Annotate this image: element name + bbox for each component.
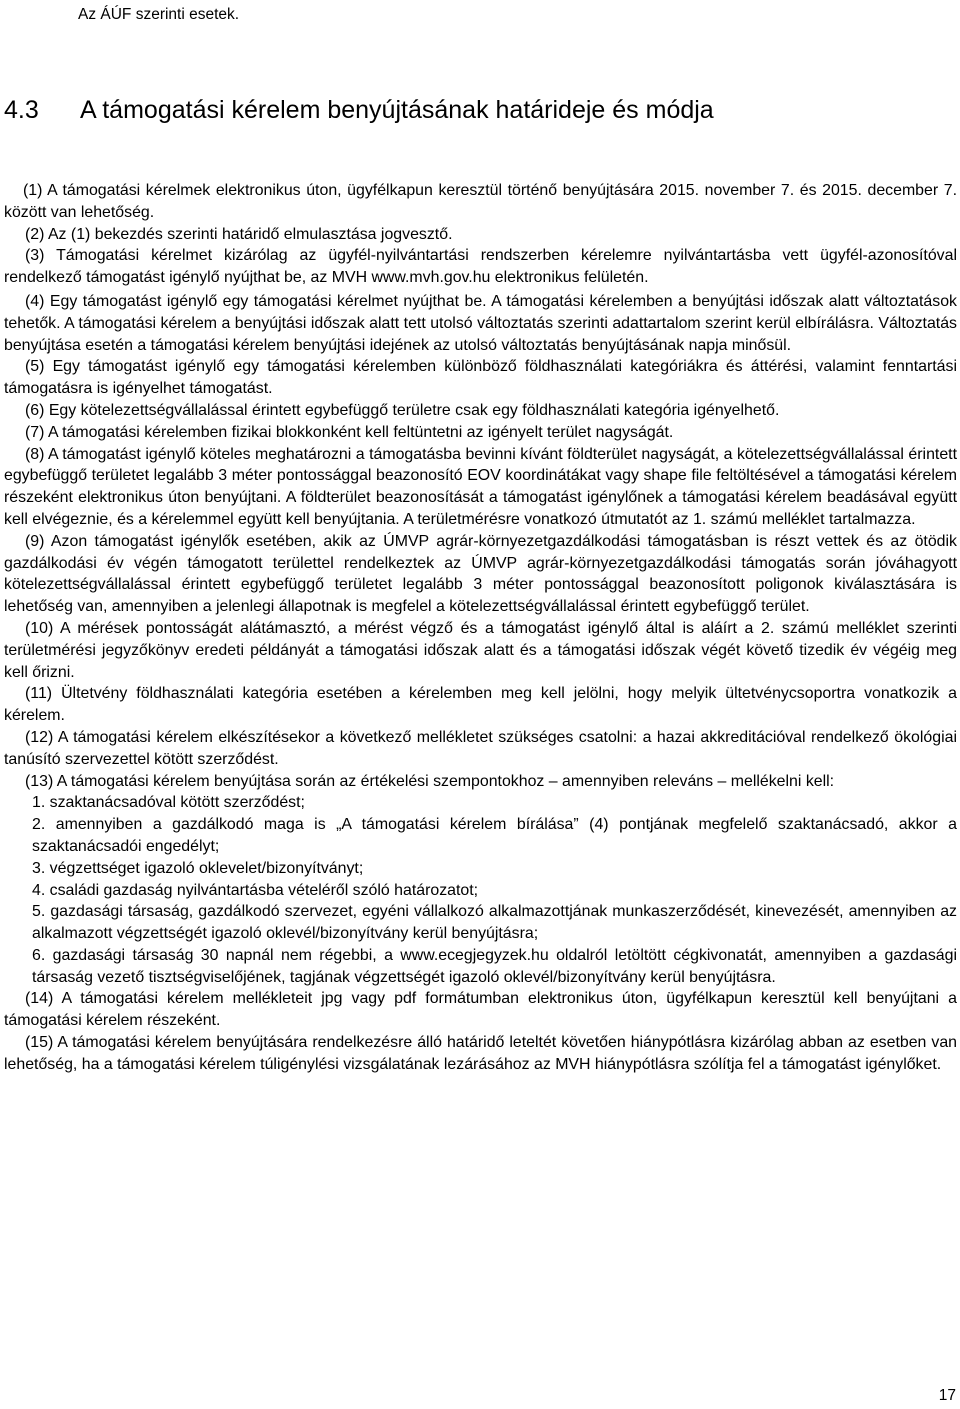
paragraph-10: (10) A mérések pontosságát alátámasztó, a mérést végző és a támogatást igénylő által is aláírt a 2. számú melléklet szerinti területmérési jegyzőkönyv eredeti példányát a támogatási időszak alatt és a támogatási időszak végét követő tizedik év végéig meg kell őrizni. — [4, 619, 957, 681]
paragraph-5: (5) Egy támogatást igénylő egy támogatási kérelemben különböző földhasználati kategóriákra és áttérési, valamint fenntartási támogatásra is igényelhet támogatást. — [4, 358, 957, 398]
running-header: Az ÁÚF szerinti esetek. — [78, 6, 240, 23]
paragraph-13: (13) A támogatási kérelem benyújtása során az értékelési szempontokhoz – amennyiben releváns – mellékelni kell: — [25, 772, 835, 790]
paragraph-11: (11) Ültetvény földhasználati kategória esetében a kérelemben meg kell jelölni, hogy melyik ültetvénycsoportra vonatkozik a kérelem. — [4, 685, 957, 725]
paragraph-2: (2) Az (1) bekezdés szerinti határidő elmulasztása jogvesztő. — [25, 225, 453, 243]
page-number: 17 — [938, 1387, 956, 1404]
list-item: 5. gazdasági társaság, gazdálkodó szervezet, egyéni vállalkozó alkalmazottjának munkaszerződését, kinevezését, amennyiben az alkalmazott végzettségét igazoló oklevél/bizonyítvány kerül benyújtásra; — [32, 903, 957, 943]
paragraph-1: (1) A támogatási kérelmek elektronikus úton, ügyfélkapun keresztül történő benyújtására 2015. november 7. és 2015. december 7. között van lehetőség. — [4, 182, 957, 221]
paragraph-12: (12) A támogatási kérelem elkészítésekor a következő mellékletet szükséges csatolni: a hazai akkreditációval rendelkező ökológiai tanúsító szervezettel kötött szerződést. — [4, 728, 957, 768]
paragraph-8: (8) A támogatást igénylő köteles meghatározni a támogatásba bevinni kívánt földterület nagyságát, a kötelezettségvállalással érintett egybefüggő területet legalább 3 méter pontossággal beazonosító EOV koordinátákat vagy shape file feltöltésével a támogatási kérelem részeként elektronikus úton benyújtani. A földterület beazonosítását a támogatást igénylőnek a támogatási kérelem beadásával együtt kell elvégeznie, és a kérelemmel együtt kell benyújtania. A területmérésre vonatkozó útmutatót az 1. számú melléklet tartalmazza. — [4, 445, 957, 528]
paragraph-9: (9) Azon támogatást igénylők esetében, akik az ÚMVP agrár-környezetgazdálkodási támogatásban is részt vettek és az ötödik gazdálkodási év végén támogatott területtel rendelkeztek az ÚMVP agrár-környezetgazdálkodási támogatás során jóváhagyott kötelezettségvállalással érintett egybefüggő területet legalább 3 méter pontossággal beazonosított poligonok kiválasztására is lehetőség van, amennyiben a jelenlegi állapotnak is megfelel a kötelezettségvállalással érintett egybefüggő terület. — [4, 532, 957, 616]
list-item: 1. szaktanácsadóval kötött szerződést; — [32, 794, 305, 812]
list-item: 4. családi gazdaság nyilvántartásba vételéről szóló határozatot; — [32, 881, 479, 899]
paragraph-6: (6) Egy kötelezettségvállalással érintett egybefüggő területre csak egy földhasználati kategória igényelhető. — [25, 401, 780, 419]
body-text — [4, 180, 957, 1076]
paragraph-14: (14) A támogatási kérelem mellékleteit jpg vagy pdf formátumban elektronikus úton, ügyfélkapun keresztül kell benyújtani a támogatási kérelem részeként. — [4, 990, 957, 1030]
attachments-list — [4, 792, 957, 988]
section-heading — [4, 95, 714, 125]
list-item: 6. gazdasági társaság 30 napnál nem régebbi, a www.ecegjegyzek.hu oldalról letöltött cégkivonatát, amennyiben a gazdasági társaság vezető tisztségviselőjének, tagjának végzettségét igazoló oklevél/bizonyítvány kerül benyújtásra. — [32, 946, 957, 986]
list-item: 2. amennyiben a gazdálkodó maga is „A támogatási kérelem bírálása” (4) pontjának megfelelő szaktanácsadó, akkor a szaktanácsadói engedélyt; — [32, 816, 957, 855]
paragraph-7: (7) A támogatási kérelemben fizikai blokkonként kell feltüntetni az igényelt terület nagyságát. — [25, 423, 674, 441]
paragraph-15: (15) A támogatási kérelem benyújtására rendelkezésre álló határidő leteltét követően hiánypótlásra kizárólag abban az esetben van lehetőség, ha a támogatási kérelem túligénylési vizsgálatának lezárásához az MVH hiánypótlásra szólítja fel a támogatást igénylőket. — [4, 1034, 957, 1073]
list-item: 3. végzettséget igazoló oklevelet/bizonyítványt; — [32, 859, 364, 877]
paragraph-4: (4) Egy támogatást igénylő egy támogatási kérelmet nyújthat be. A támogatási kérelemben a benyújtási időszak alatt változtatások tehetők. A támogatási kérelem a benyújtási időszak alatt tett utolsó változtatás szerinti adattartalom szerint kerül elbírálásra. Változtatás benyújtása esetén a támogatási kérelem benyújtási idejének az utolsó változtatás benyújtásának napja minősül. — [4, 292, 957, 354]
section-title: A támogatási kérelem benyújtásának határideje és módja — [80, 96, 714, 124]
section-number: 4.3 — [4, 96, 39, 124]
paragraph-3: (3) Támogatási kérelmet kizárólag az ügyfél-nyilvántartási rendszerben kérelemre nyilvántartásba vett ügyfél-azonosítóval rendelkező támogatást igénylő nyújthat be, az MVH www.mvh.gov.hu elektronikus felületén. — [4, 247, 957, 287]
